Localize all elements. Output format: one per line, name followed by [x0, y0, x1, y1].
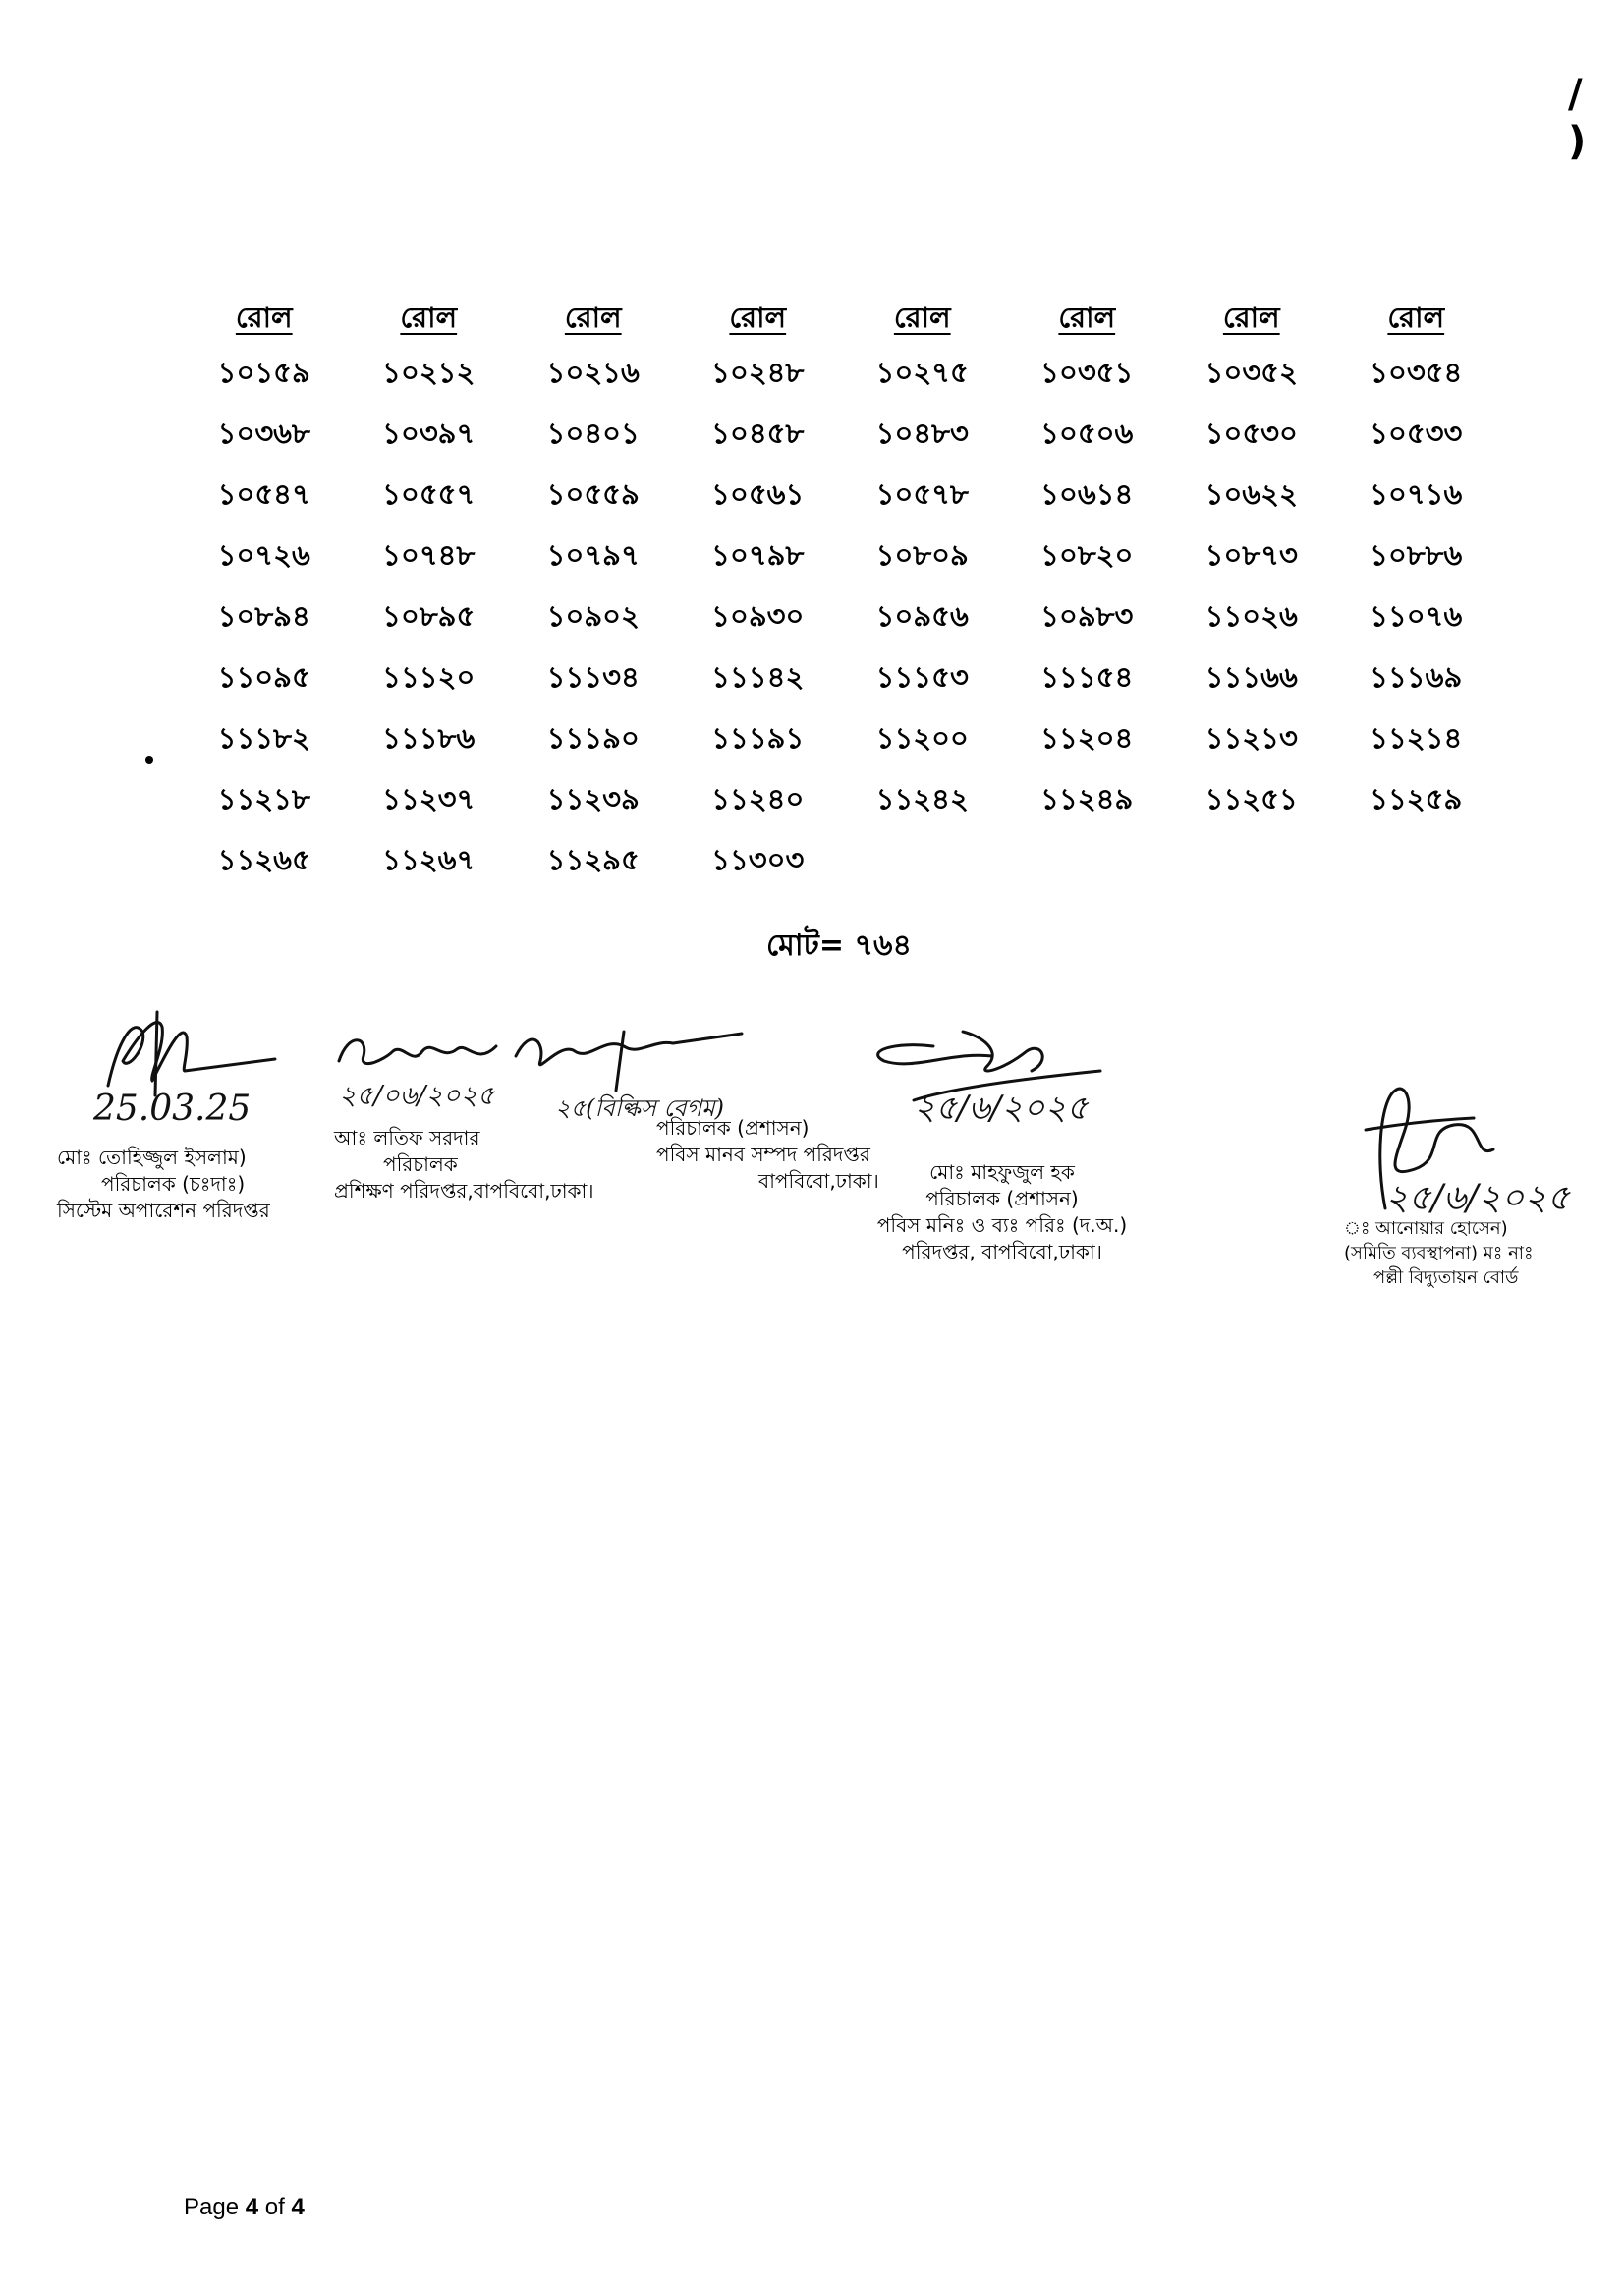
signature-3-line-3: বাপবিবো,ঢাকা। [758, 1169, 879, 1193]
roll-row [182, 466, 1498, 527]
roll-column-header: রোল [1387, 300, 1445, 334]
roll-number: ১০৬১৪ [1040, 476, 1134, 511]
roll-number: ১০৯০২ [546, 598, 640, 633]
signature-3-line-1: পরিচালক (প্রশাসন) [656, 1116, 810, 1140]
roll-number: ১১২৫১ [1204, 781, 1298, 815]
signature-1-line-1: মোঃ তোহিজ্জুল ইসলাম) [57, 1146, 247, 1169]
roll-number: ১১১৬৯ [1370, 659, 1463, 694]
signature-5-date: ২৫/৬/২০২৫ [1385, 1178, 1571, 1218]
roll-number: ১১২৫৯ [1370, 781, 1463, 815]
roll-number: ১১১৫৩ [875, 659, 969, 694]
roll-number: ১০৭২৬ [217, 537, 310, 572]
roll-number: ১১২১৩ [1204, 720, 1298, 755]
roll-number: ১০৩৫২ [1204, 355, 1298, 389]
roll-column-header: রোল [235, 300, 293, 334]
roll-number: ১০৮৯৫ [382, 598, 476, 633]
roll-number: ১১২০০ [875, 720, 969, 755]
roll-column-header: রোল [564, 300, 622, 334]
roll-column-header: রোল [400, 300, 458, 334]
roll-row [182, 648, 1498, 709]
page-total: 4 [291, 2194, 305, 2220]
page-footer [184, 2194, 305, 2221]
roll-number: ১১২৪৯ [1040, 781, 1134, 815]
signature-3-date: ২৫(বিল্কিস বেগম) [555, 1094, 724, 1122]
roll-number: ১০৯৮৩ [1040, 598, 1134, 633]
roll-number: ১১১৮৬ [382, 720, 476, 755]
signature-1-line-2: পরিচালক (চঃদাঃ) [101, 1172, 246, 1196]
signature-4-line-3: পবিস মনিঃ ও ব্যঃ পরিঃ (দ.অ.) [876, 1213, 1128, 1237]
roll-column-header: রোল [1222, 300, 1280, 334]
signature-4-text [845, 1159, 1159, 1265]
roll-column-header: রোল [893, 300, 951, 334]
roll-number: ১১২৩৯ [546, 781, 640, 815]
signature-1-text [57, 1145, 270, 1224]
roll-number: ১১১৩৪ [546, 659, 640, 694]
roll-number: ১০৩৯৭ [382, 416, 476, 450]
roll-number: ১০৫৪৭ [217, 476, 310, 511]
signature-4-line-4: পরিদপ্তর, বাপবিবো,ঢাকা। [902, 1240, 1102, 1263]
roll-number: ১১০২৬ [1204, 598, 1298, 633]
roll-number: ১১০৯৫ [217, 659, 310, 694]
roll-number: ১১১৫৪ [1040, 659, 1134, 694]
roll-number: ১১১২০ [382, 659, 476, 694]
roll-number: ১০৮৮৬ [1370, 537, 1463, 572]
roll-row [182, 527, 1498, 588]
roll-number: ১০৫৫৯ [546, 476, 640, 511]
roll-number: ১০৮০৯ [875, 537, 969, 572]
roll-row [182, 709, 1498, 770]
signature-2-line-3: প্রশিক্ষণ পরিদপ্তর,বাপবিবো,ঢাকা। [334, 1179, 594, 1203]
roll-number: ১০৬২২ [1204, 476, 1298, 511]
roll-number: ১০৮২০ [1040, 537, 1134, 572]
roll-row [182, 344, 1498, 405]
roll-number: ১১২৩৭ [382, 781, 476, 815]
roll-number: ১০৫৬১ [711, 476, 805, 511]
roll-row [182, 588, 1498, 648]
empty-cell [1005, 831, 1170, 892]
roll-number: ১০৪০১ [546, 416, 640, 450]
roll-number: ১০৯৫৬ [875, 598, 969, 633]
roll-number: ১০৭৯৮ [711, 537, 805, 572]
roll-number: ১০৫৫৭ [382, 476, 476, 511]
roll-number: ১১২০৪ [1040, 720, 1134, 755]
roll-number: ১১২৯৫ [546, 842, 640, 876]
roll-number: ১০৫০৬ [1040, 416, 1134, 450]
stray-dot [145, 756, 153, 764]
roll-number: ১০২১২ [382, 355, 476, 389]
corner-mark-top: / [1568, 72, 1583, 117]
roll-number: ১১১৯০ [546, 720, 640, 755]
corner-marks [1568, 71, 1586, 165]
empty-cell [1169, 831, 1334, 892]
page-footer-of: of [264, 2194, 285, 2220]
signature-5-line-1: ঃ আনোয়ার হোসেন) [1344, 1218, 1508, 1239]
roll-table-body [182, 344, 1498, 892]
roll-number: ১০৮৭৩ [1204, 537, 1298, 572]
roll-number: ১০২৭৫ [875, 355, 969, 389]
corner-mark-bottom: ) [1568, 119, 1587, 164]
signature-1-date: 25.03.25 [93, 1089, 252, 1129]
total-count: মোট= ৭৬৪ [766, 928, 912, 963]
roll-number: ১১২৬৫ [217, 842, 310, 876]
empty-cell [1334, 831, 1499, 892]
roll-number: ১০৩৫৪ [1370, 355, 1463, 389]
roll-column-header: রোল [1058, 300, 1116, 334]
roll-number: ১০২১৬ [546, 355, 640, 389]
roll-number: ১০৯৩০ [711, 598, 805, 633]
roll-number: ১০৭৪৮ [382, 537, 476, 572]
signature-3-line-2: পবিস মানব সম্পদ পরিদপ্তর [656, 1143, 870, 1166]
roll-number: ১১২১৪ [1370, 720, 1463, 755]
signature-2-line-1: আঃ লতিফ সরদার [334, 1126, 480, 1149]
signature-3-text [550, 1115, 879, 1195]
page-footer-prefix: Page [184, 2194, 240, 2220]
roll-row [182, 405, 1498, 466]
roll-number: ১০৮৯৪ [217, 598, 310, 633]
page-current: 4 [245, 2194, 259, 2220]
roll-number: ১০৩৬৮ [217, 416, 310, 450]
roll-table-header [182, 295, 1498, 344]
roll-number: ১১১৯১ [711, 720, 805, 755]
roll-number: ১০৫৭৮ [875, 476, 969, 511]
roll-number: ১০৫৩৩ [1370, 416, 1463, 450]
signature-5-line-2: (সমিতি ব্যবস্থাপনা) মঃ নাঃ [1344, 1243, 1534, 1263]
roll-number: ১০৭৯৭ [546, 537, 640, 572]
signature-2-date: ২৫/০৬/২০২৫ [339, 1081, 495, 1111]
roll-number: ১১১৬৬ [1204, 659, 1298, 694]
roll-column-header: রোল [729, 300, 787, 334]
roll-number: ১১১৪২ [711, 659, 805, 694]
roll-number: ১১২১৮ [217, 781, 310, 815]
roll-table [182, 295, 1498, 892]
roll-number: ১০৩৫১ [1040, 355, 1134, 389]
roll-number: ১১২৪০ [711, 781, 805, 815]
signature-4-line-2: পরিচালক (প্রশাসন) [925, 1187, 1079, 1210]
empty-cell [840, 831, 1005, 892]
roll-number: ১০১৫৯ [217, 355, 310, 389]
roll-row [182, 770, 1498, 831]
roll-number: ১০২৪৮ [711, 355, 805, 389]
signature-2-line-2: পরিচালক [383, 1152, 458, 1176]
roll-number: ১০৭১৬ [1370, 476, 1463, 511]
signature-1-line-3: সিস্টেম অপারেশন পরিদপ্তর [57, 1199, 270, 1222]
signature-4-line-1: মোঃ মাহফুজুল হক [929, 1160, 1075, 1184]
roll-row [182, 831, 1498, 892]
signature-5-text [1344, 1216, 1534, 1290]
roll-number: ১০৪৮৩ [875, 416, 969, 450]
signature-4-date: ২৫/৬/২০২৫ [914, 1089, 1089, 1128]
signature-5-line-3: পল্লী বিদ্যুতায়ন বোর্ড [1373, 1267, 1519, 1288]
roll-number: ১১৩০৩ [711, 842, 805, 876]
roll-number: ১১২৪২ [875, 781, 969, 815]
roll-number: ১১০৭৬ [1370, 598, 1463, 633]
roll-number: ১১২৬৭ [382, 842, 476, 876]
roll-number: ১০৪৫৮ [711, 416, 805, 450]
roll-number: ১০৫৩০ [1204, 416, 1298, 450]
roll-number: ১১১৮২ [217, 720, 310, 755]
